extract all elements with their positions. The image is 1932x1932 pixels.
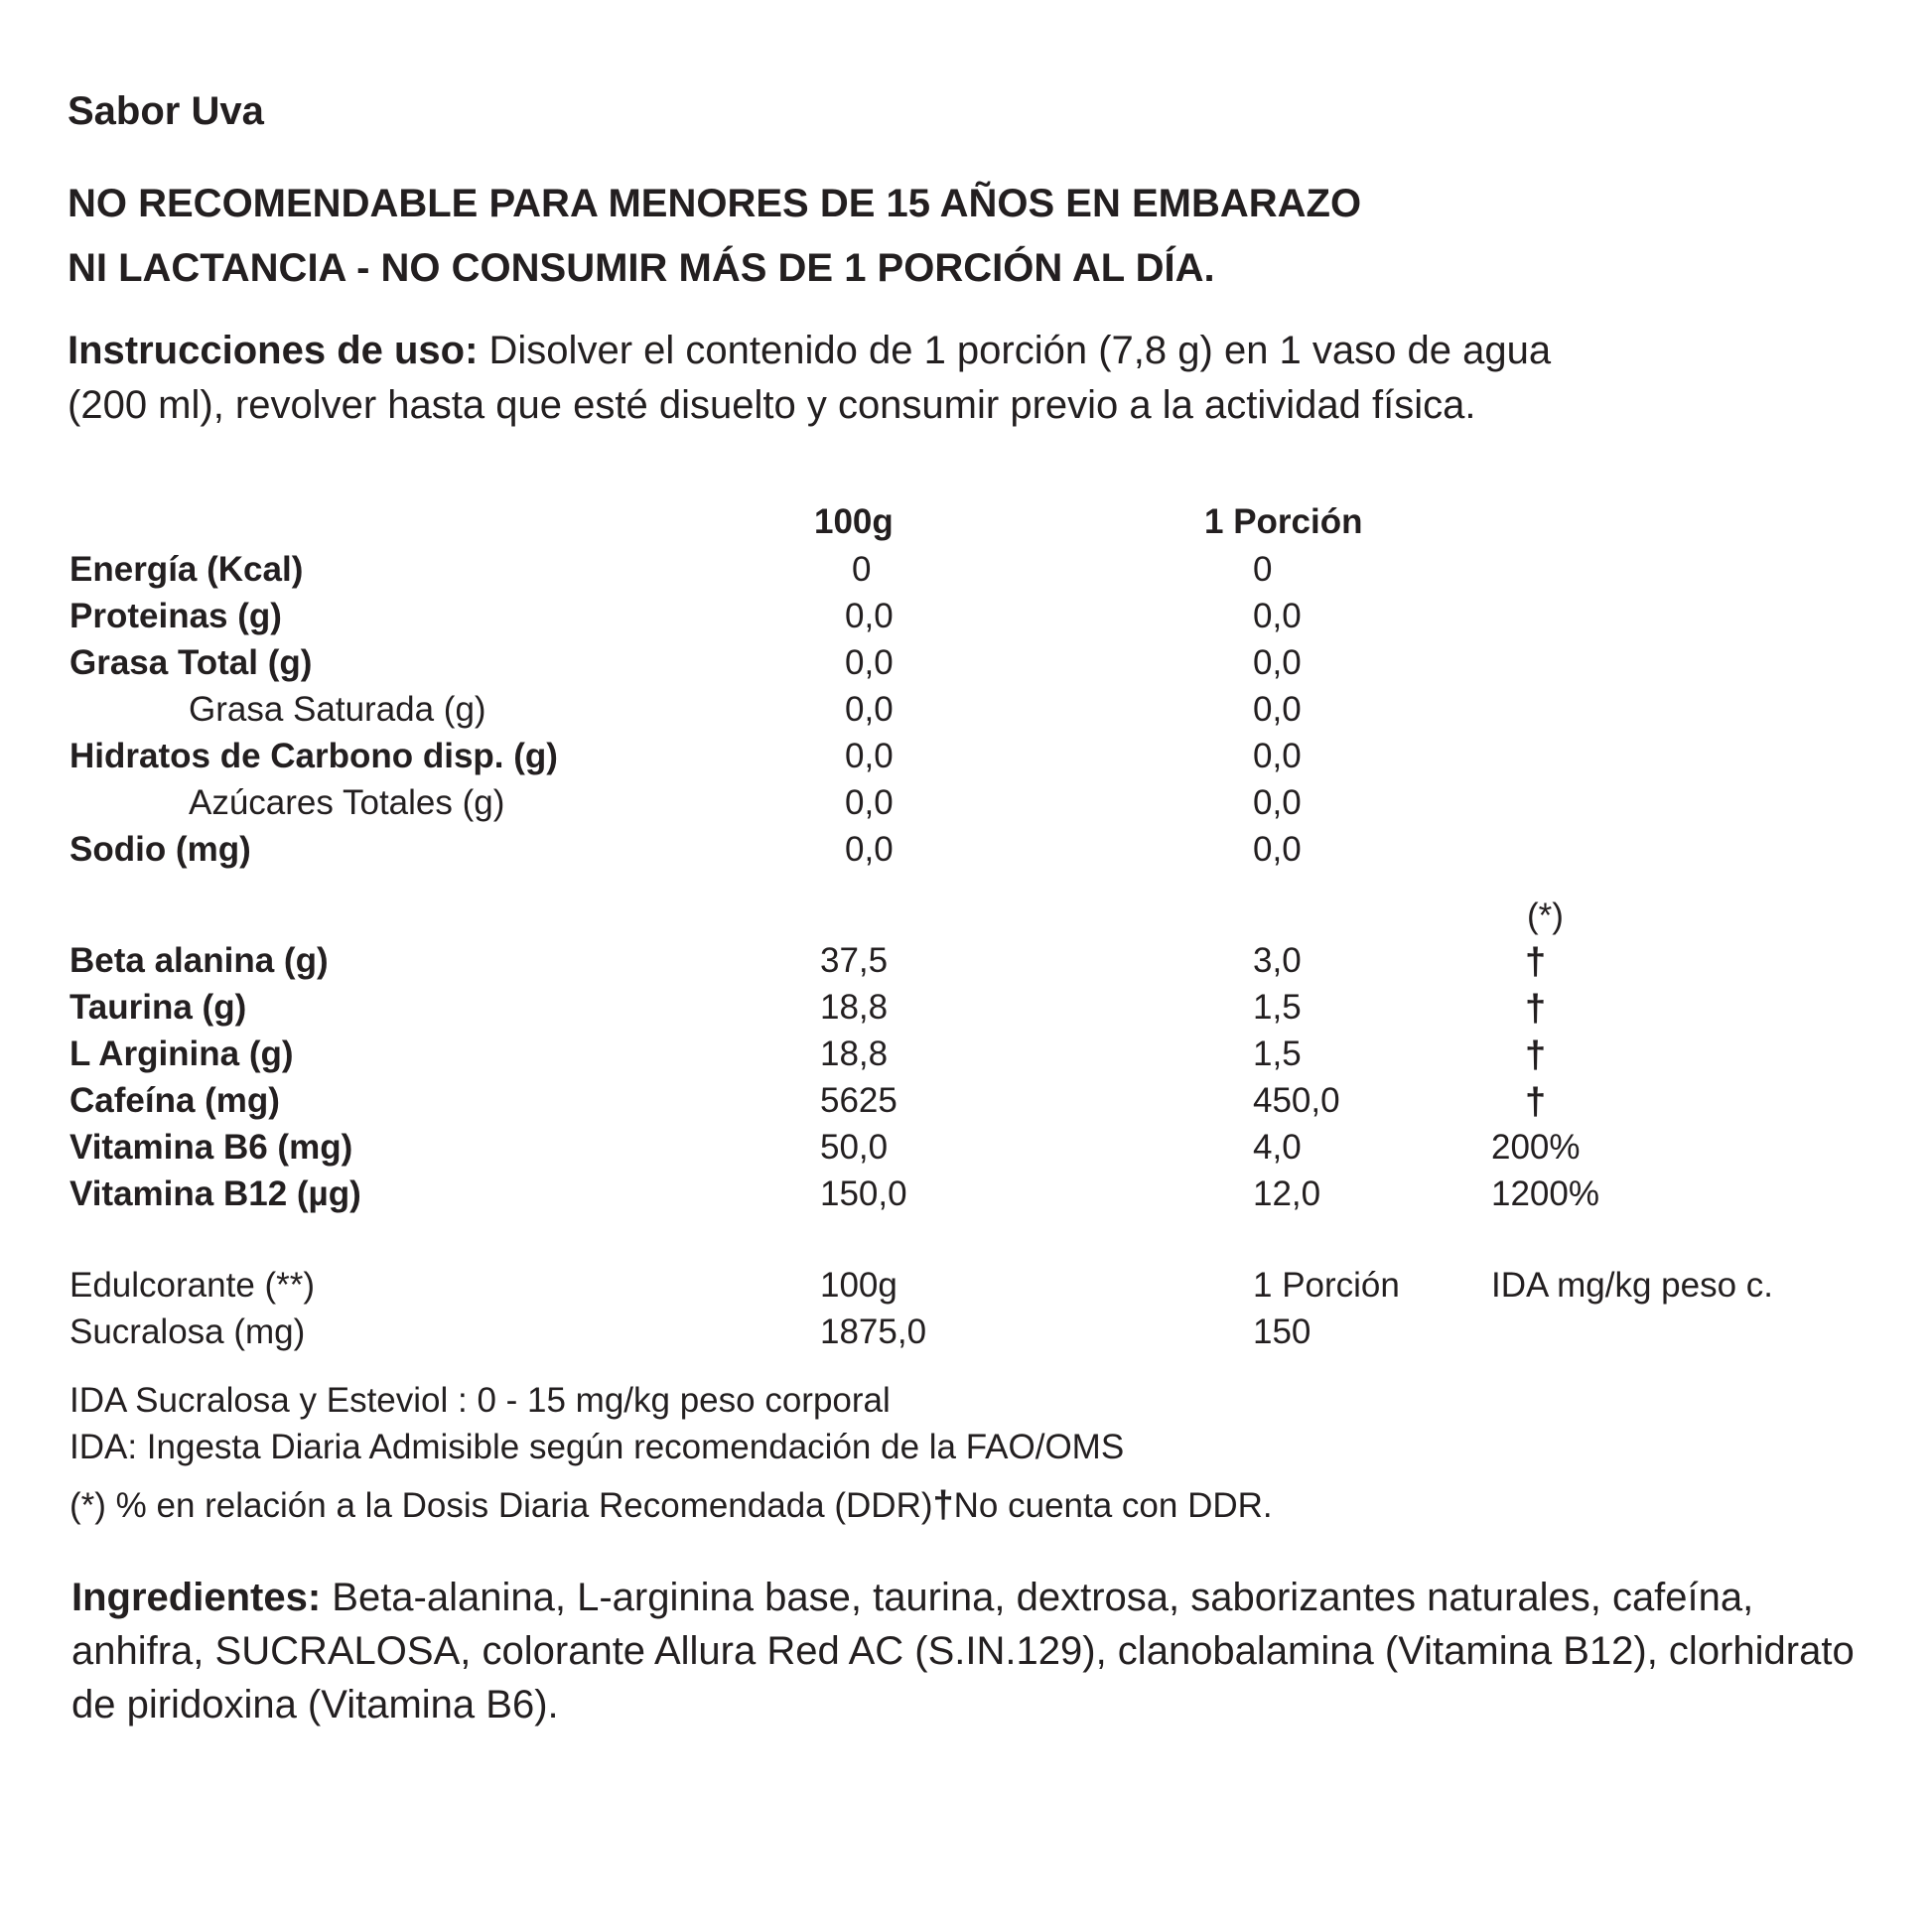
instructions-text-1: Disolver el contenido de 1 porción (7,8 g) en 1 vaso de agua [478,329,1552,372]
sweetener-label: Edulcorante (**) [69,1266,316,1305]
pct-value: 200% [1491,1128,1581,1167]
table-row [0,990,1932,1034]
value-100g: 0,0 [845,737,894,775]
table-row [0,832,1932,876]
nutrient-name: Hidratos de Carbono disp. (g) [69,737,558,775]
value-portion: 450,0 [1253,1081,1340,1120]
pct-header-row [0,898,1932,942]
table-row [0,739,1932,782]
dagger-mark: † [1525,1081,1547,1123]
ddr-note-part-2: No cuenta con DDR. [953,1486,1273,1525]
col-100g-header: 100g [820,1266,897,1305]
col-100g-header: 100g [814,502,894,541]
active-name: Cafeína (mg) [69,1081,280,1120]
ingredients-paragraph [71,1571,1888,1731]
value-100g: 0,0 [845,783,894,822]
ida-range-note: IDA Sucralosa y Esteviol : 0 - 15 mg/kg peso corporal [69,1381,891,1420]
table-row [0,1036,1932,1080]
value-portion: 0,0 [1253,643,1302,682]
table-row [0,692,1932,736]
dagger-mark: † [1525,988,1547,1030]
ddr-note-part-1: (*) % en relación a la Dosis Diaria Recomendada (DDR) [69,1486,933,1525]
value-portion: 3,0 [1253,941,1302,980]
value-portion: 0,0 [1253,830,1302,869]
value-portion: 0 [1253,550,1273,589]
value-100g: 1875,0 [820,1312,927,1351]
table-row [0,943,1932,987]
dagger-mark: † [1525,941,1547,983]
active-name: Vitamina B6 (mg) [69,1128,353,1167]
active-name: L Arginina (g) [69,1035,294,1073]
table-row [0,1176,1932,1220]
value-100g: 0,0 [845,597,894,635]
table-row [0,645,1932,689]
nutrient-name: Proteinas (g) [69,597,282,635]
col-portion-header: 1 Porción [1204,502,1363,541]
instructions-line-2: (200 ml), revolver hasta que esté disuelto y consumir previo a la actividad física. [68,383,1476,427]
ida-definition-note: IDA: Ingesta Diaria Admisible según recomendación de la FAO/OMS [69,1428,1125,1466]
value-portion: 0,0 [1253,597,1302,635]
nutrient-name: Energía (Kcal) [69,550,304,589]
warning-line-1: NO RECOMENDABLE PARA MENORES DE 15 AÑOS EN EMBARAZO [68,182,1362,225]
col-portion-header: 1 Porción [1253,1266,1400,1305]
dagger-mark: † [932,1484,954,1526]
nutrient-name: Grasa Saturada (g) [189,690,486,729]
value-100g: 37,5 [820,941,889,980]
nutrient-name: Grasa Total (g) [69,643,313,682]
active-name: Beta alanina (g) [69,941,329,980]
active-name: Vitamina B12 (µg) [69,1174,361,1213]
value-100g: 0,0 [845,830,894,869]
dagger-mark: † [1525,1035,1547,1076]
table-row [0,1130,1932,1173]
value-portion: 0,0 [1253,690,1302,729]
nutrition-header [0,504,1932,548]
value-100g: 0 [852,550,872,589]
value-100g: 18,8 [820,1035,889,1073]
value-100g: 50,0 [820,1128,889,1167]
ingredients-text: Beta-alanina, L-arginina base, taurina, dextrosa, saborizantes naturales, cafeína, anhifra, SUCRALOSA, colorante Allura Red AC (S.IN.129), clanobalamina (Vitamina B12), clorhidrato de piridoxina (Vitamina B6). [71,1576,1855,1726]
value-portion: 0,0 [1253,783,1302,822]
value-100g: 18,8 [820,988,889,1027]
table-row [0,785,1932,829]
table-row [0,1083,1932,1127]
pct-header: (*) [1527,897,1564,935]
table-row [0,1314,1932,1358]
table-row [0,599,1932,642]
flavor-title: Sabor Uva [68,89,264,133]
value-portion: 1,5 [1253,1035,1302,1073]
value-portion: 4,0 [1253,1128,1302,1167]
value-100g: 150,0 [820,1174,907,1213]
table-row [0,552,1932,596]
value-portion: 12,0 [1253,1174,1321,1213]
instructions-label: Instrucciones de uso: [68,329,479,372]
pct-value: 1200% [1491,1174,1599,1213]
nutrient-name: Azúcares Totales (g) [189,783,505,822]
ddr-note [69,1486,1273,1524]
sweetener-header [0,1268,1932,1311]
value-portion: 150 [1253,1312,1311,1351]
value-100g: 0,0 [845,690,894,729]
sweetener-name: Sucralosa (mg) [69,1312,306,1351]
ingredients-label: Ingredientes: [71,1576,322,1619]
value-100g: 0,0 [845,643,894,682]
value-portion: 1,5 [1253,988,1302,1027]
col-ida-header: IDA mg/kg peso c. [1491,1266,1774,1305]
instructions-line-1 [68,331,1551,370]
nutrient-name: Sodio (mg) [69,830,251,869]
value-100g: 5625 [820,1081,897,1120]
value-portion: 0,0 [1253,737,1302,775]
active-name: Taurina (g) [69,988,247,1027]
warning-line-2: NI LACTANCIA - NO CONSUMIR MÁS DE 1 PORCIÓN AL DÍA. [68,246,1215,290]
